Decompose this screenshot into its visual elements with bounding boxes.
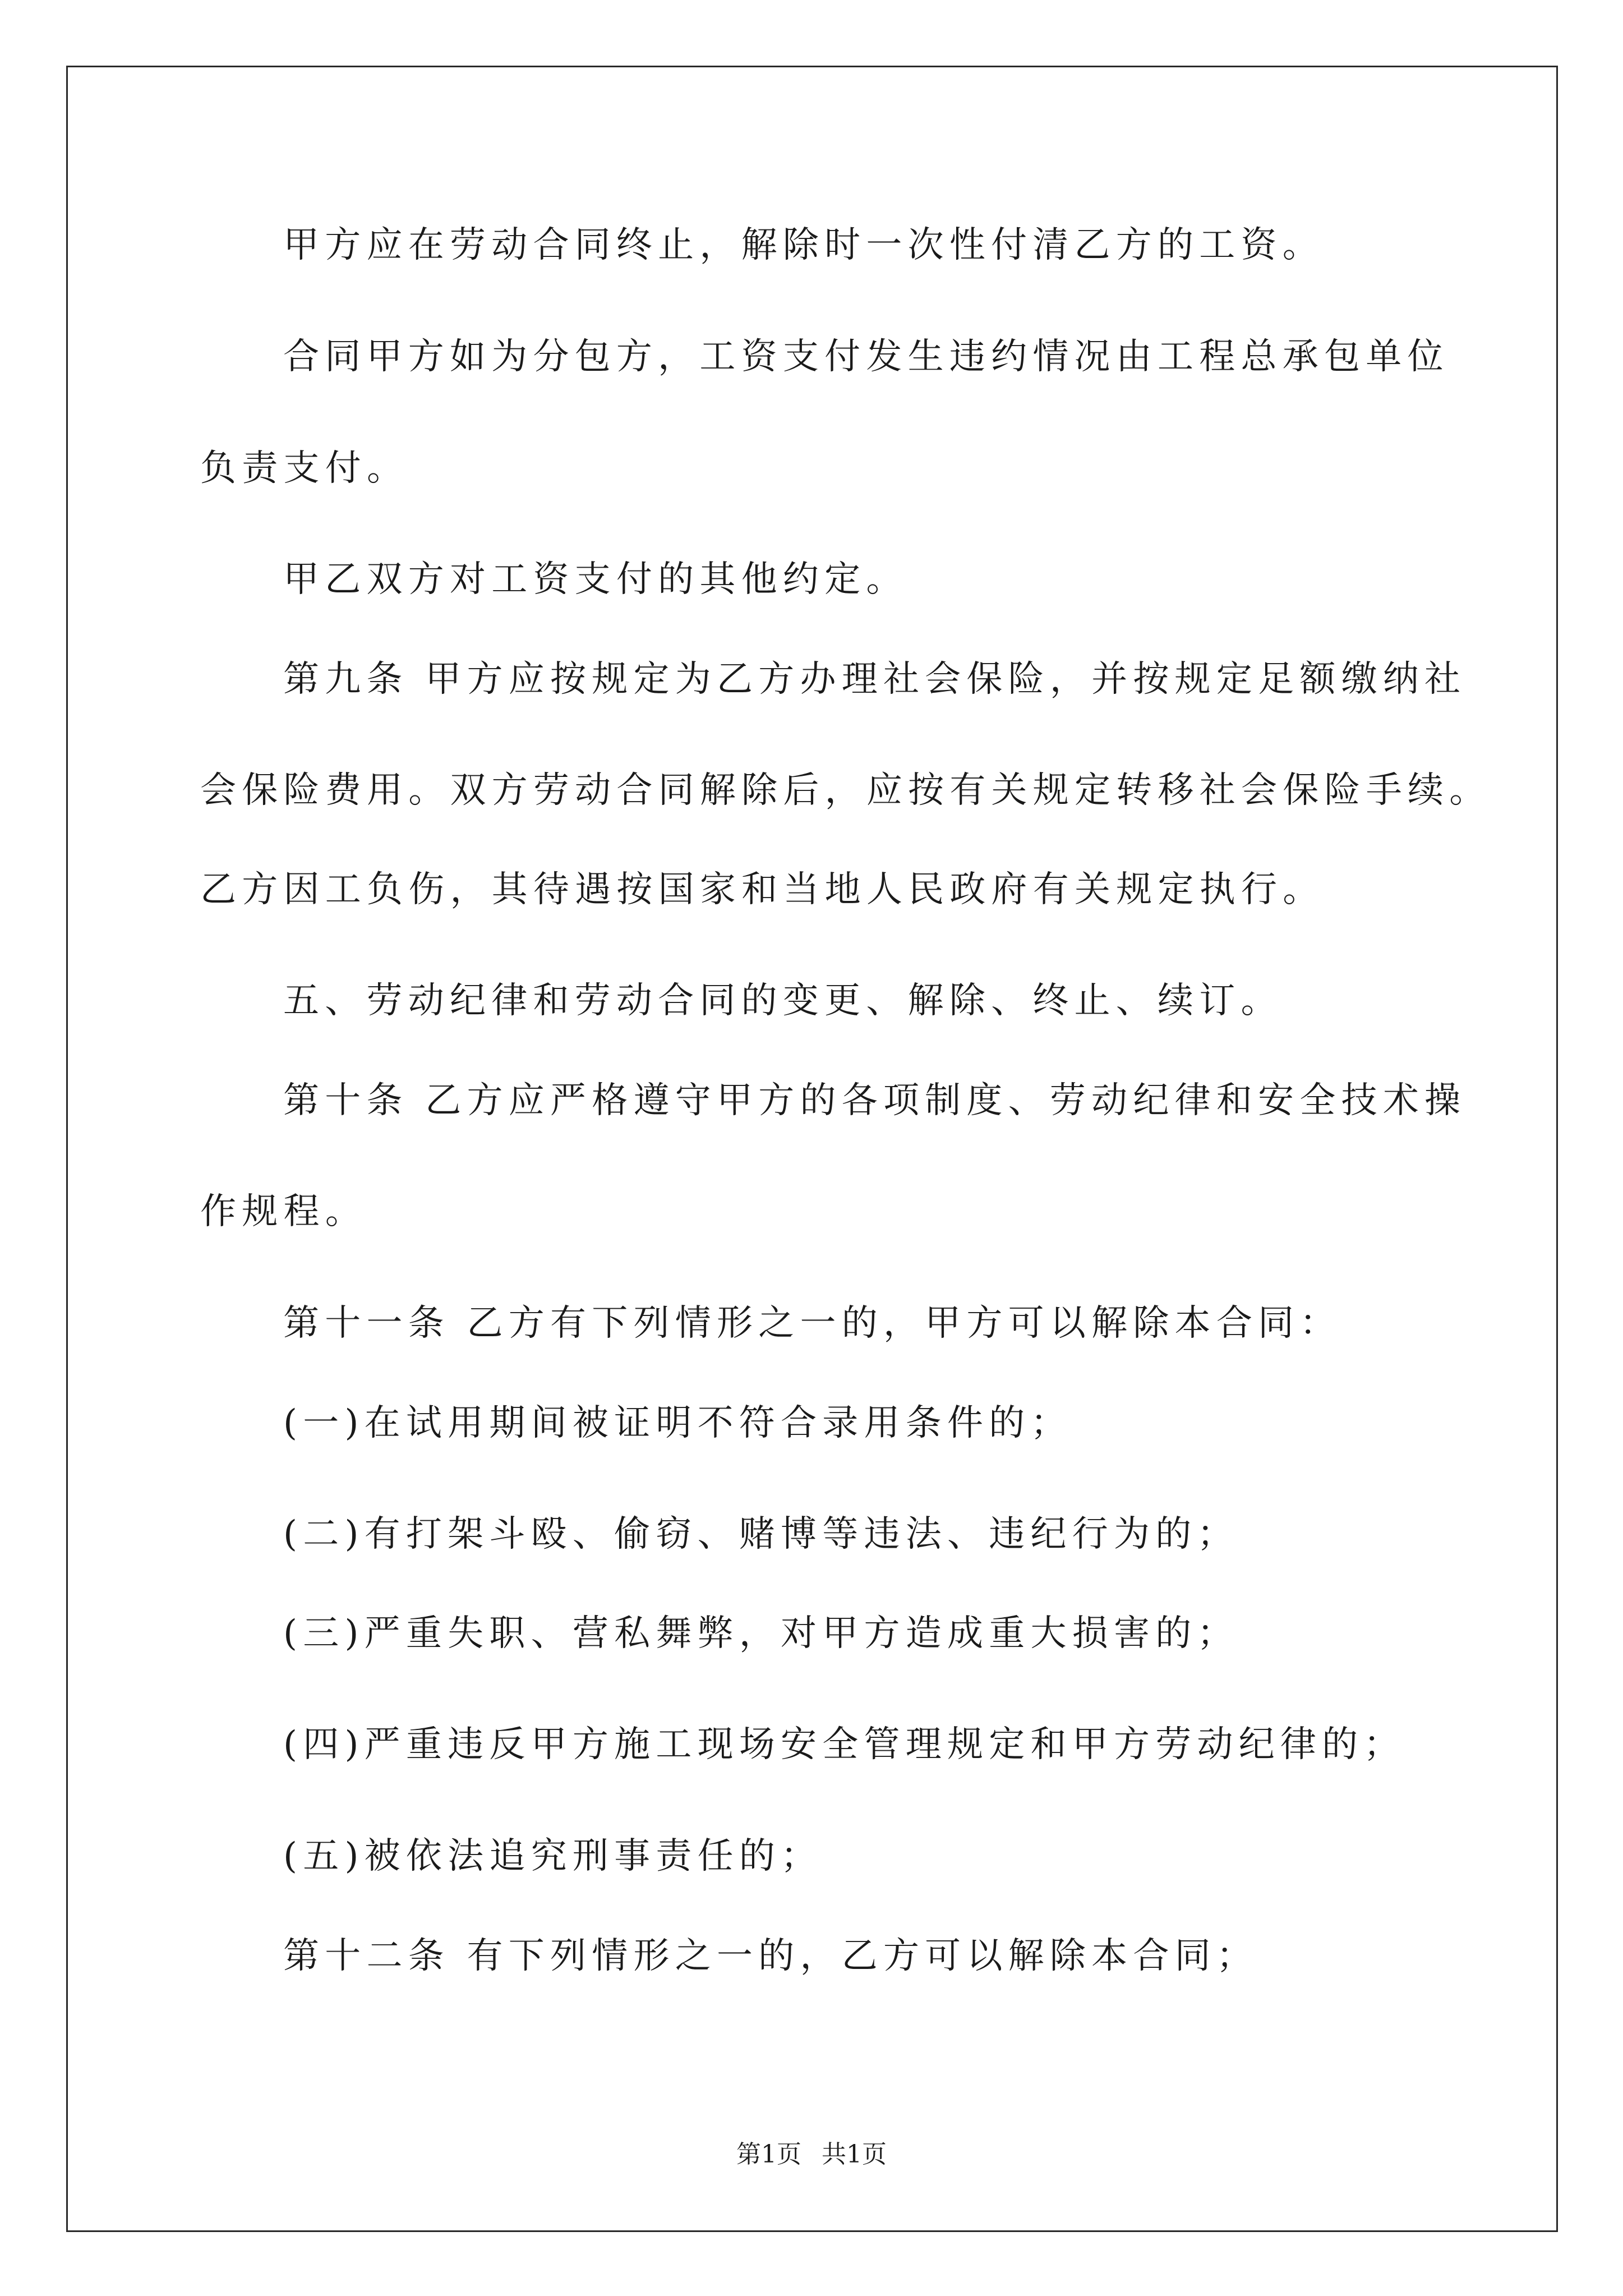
paragraph-line: (二)有打架斗殴、偷窃、赌博等违法、违纪行为的；	[283, 1513, 1239, 1555]
paragraph-line: 第十一条 乙方有下列情形之一的，甲方可以解除本合同：	[283, 1303, 1341, 1344]
paragraph-line: (五)被依法追究刑事责任的；	[283, 1835, 823, 1877]
paragraph-line: 乙方因工负伤，其待遇按国家和当地人民政府有关规定执行。	[200, 869, 1325, 910]
paragraph-line: 第十条 乙方应严格遵守甲方的各项制度、劳动纪律和安全技术操	[283, 1080, 1467, 1121]
paragraph-line: 甲乙双方对工资支付的其他约定。	[283, 559, 908, 600]
paragraph-line: 负责支付。	[200, 448, 409, 489]
paragraph-line: 第九条 甲方应按规定为乙方办理社会保险，并按规定足额缴纳社	[283, 659, 1467, 700]
page-number-total: 共1页	[822, 2140, 887, 2169]
paragraph-line: (四)严重违反甲方施工现场安全管理规定和甲方劳动纪律的；	[283, 1724, 1405, 1765]
paragraph-line: (三)严重失职、营私舞弊，对甲方造成重大损害的；	[283, 1613, 1239, 1654]
page-number-current: 第1页	[736, 2140, 801, 2169]
paragraph-line: 第十二条 有下列情形之一的，乙方可以解除本合同；	[283, 1935, 1258, 1977]
paragraph-line: (一)在试用期间被证明不符合录用条件的；	[283, 1402, 1072, 1444]
paragraph-line: 合同甲方如为分包方，工资支付发生违约情况由工程总承包单位	[283, 336, 1449, 378]
page-border	[66, 66, 1558, 2232]
paragraph-line: 会保险费用。双方劳动合同解除后，应按有关规定转移社会保险手续。	[200, 770, 1491, 811]
paragraph-line: 五、劳动纪律和劳动合同的变更、解除、终止、续订。	[283, 980, 1283, 1022]
page-footer	[0, 2134, 1623, 2170]
paragraph-line: 作规程。	[200, 1191, 367, 1232]
paragraph-line: 甲方应在劳动合同终止，解除时一次性付清乙方的工资。	[283, 224, 1324, 266]
